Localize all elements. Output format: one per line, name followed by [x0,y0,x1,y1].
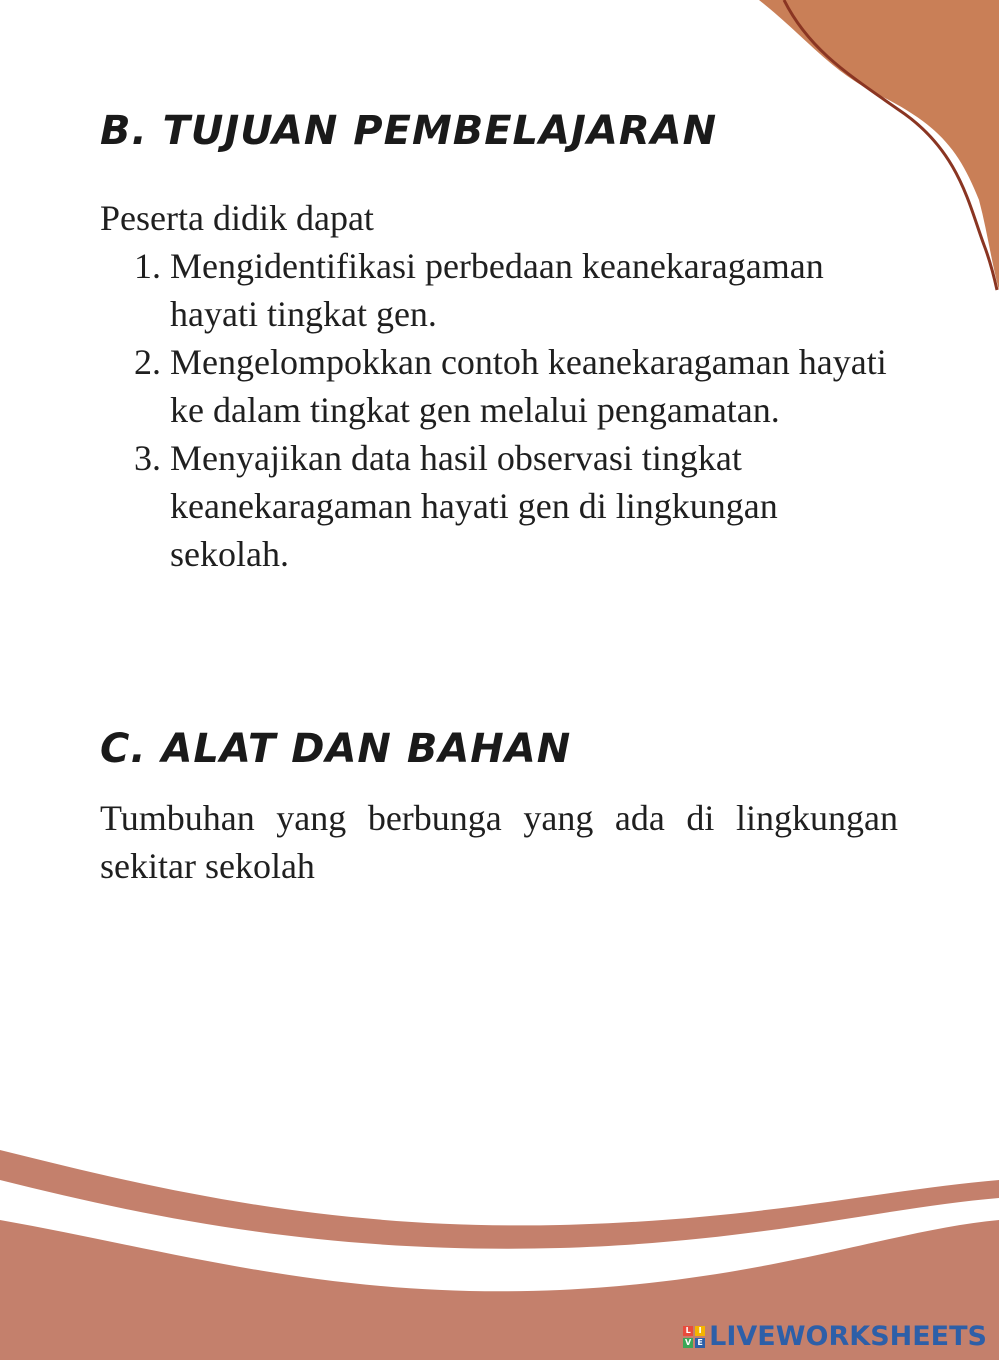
materials-text: Tumbuhan yang berbunga yang ada di lingkungan sekitar sekolah [100,798,898,886]
logo-letter: L [683,1326,693,1336]
objective-text: Mengelompokkan contoh keanekaragaman hayati ke dalam tingkat gen melalui pengamatan. [170,342,887,430]
liveworksheets-text: LIVEWORKSHEETS [709,1321,987,1352]
objective-text: Mengidentifikasi perbedaan keanekaragaman hayati tingkat gen. [170,246,824,334]
objective-number: 2. [134,342,161,382]
objective-number: 1. [134,246,161,286]
objective-item [100,338,900,434]
liveworksheets-watermark [683,1321,987,1352]
objective-item [100,242,900,338]
logo-letter: V [685,1337,692,1347]
logo-letter: E [695,1338,705,1348]
objective-item [100,434,900,578]
bottom-wave-upper [0,1150,999,1249]
liveworksheets-logo-icon [683,1326,705,1348]
logo-letter: I [695,1326,705,1336]
objective-text: Menyajikan data hasil observasi tingkat keanekaragaman hayati gen di lingkungan sekolah. [170,438,778,574]
objective-number: 3. [134,438,161,478]
section-c-heading: C. ALAT DAN BAHAN [100,726,572,772]
objectives-intro: Peserta didik dapat [100,198,374,238]
objectives-list [100,242,900,578]
section-b-heading: B. TUJUAN PEMBELAJARAN [100,108,718,154]
